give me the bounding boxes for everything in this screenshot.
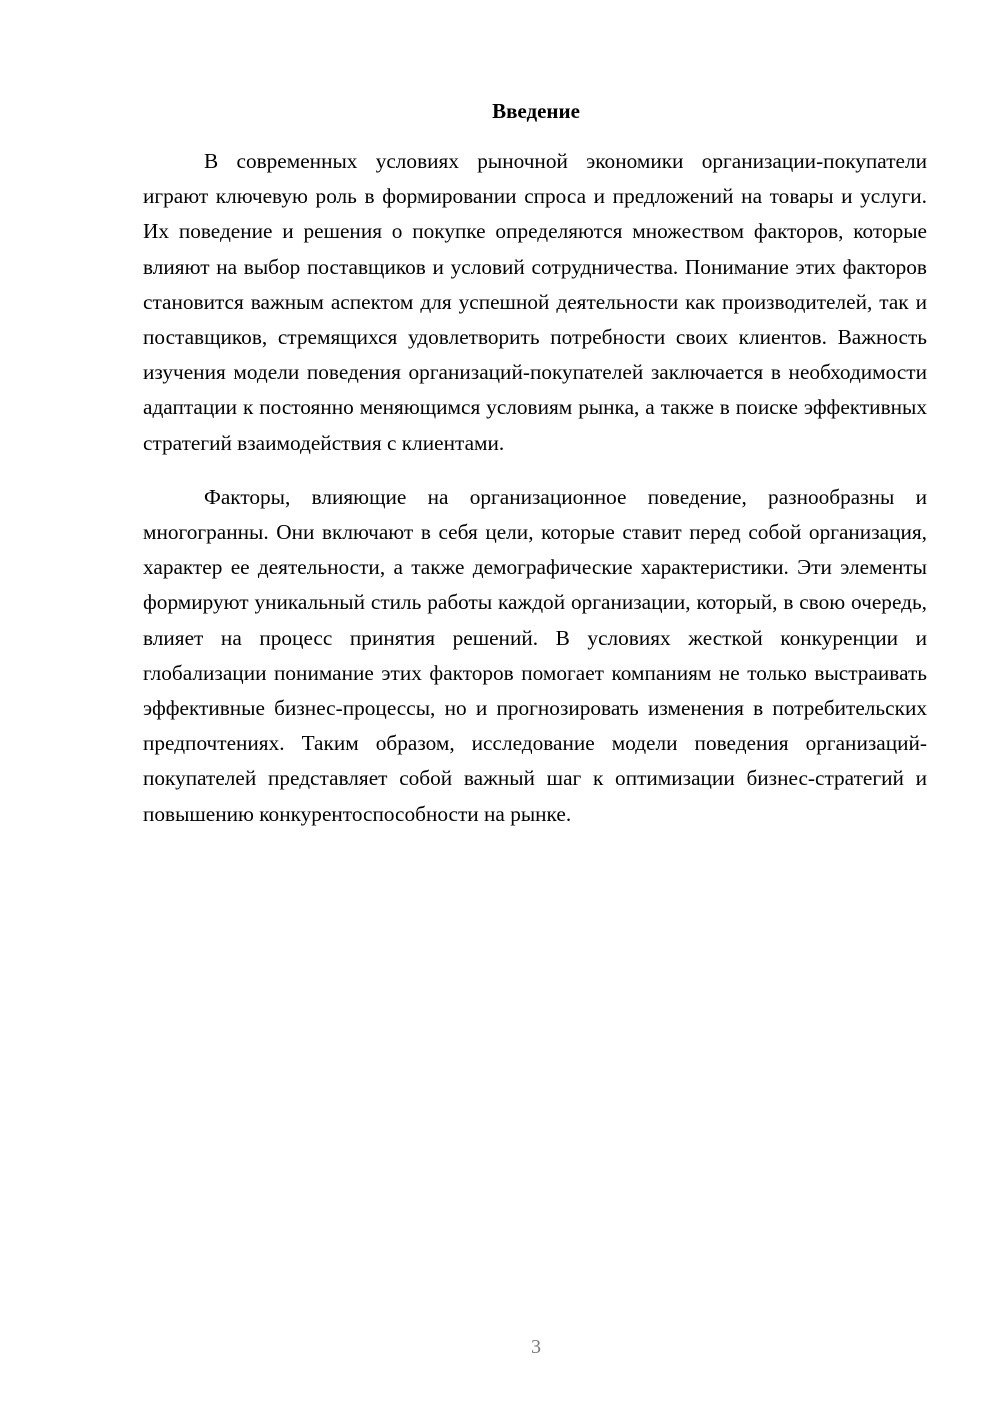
paragraph-1: В современных условиях рыночной экономики организации-покупатели играют ключевую роль в формировании спроса и предложений на товары и услуги. Их поведение и решения о покупке определяются множеством факторов, которые влияют на выбор поставщиков и условий сотрудничества. Понимание этих факторов становится важным аспектом для успешной деятельности как производителей, так и поставщиков, стремящихся удовлетворить потребности своих клиентов. Важность изучения модели поведения организаций-покупателей заключается в необходимости адаптации к постоянно меняющимся условиям рынка, а также в поиске эффективных стратегий взаимодействия с клиентами. [143,149,927,455]
page-number: 3 [531,1336,541,1358]
paragraph-2: Факторы, влияющие на организационное поведение, разнообразны и многогранны. Они включают в себя цели, которые ставит перед собой организация, характер ее деятельности, а также демографические характеристики. Эти элементы формируют уникальный стиль работы каждой организации, который, в свою очередь, влияет на процесс принятия решений. В условиях жесткой конкуренции и глобализации понимание этих факторов помогает компаниям не только выстраивать эффективные бизнес-процессы, но и прогнозировать изменения в потребительских предпочтениях. Таким образом, исследование модели поведения организаций-покупателей представляет собой важный шаг к оптимизации бизнес-стратегий и повышению конкурентоспособности на рынке. [143,484,927,826]
body-text [143,144,927,832]
section-title: Введение [492,99,580,123]
